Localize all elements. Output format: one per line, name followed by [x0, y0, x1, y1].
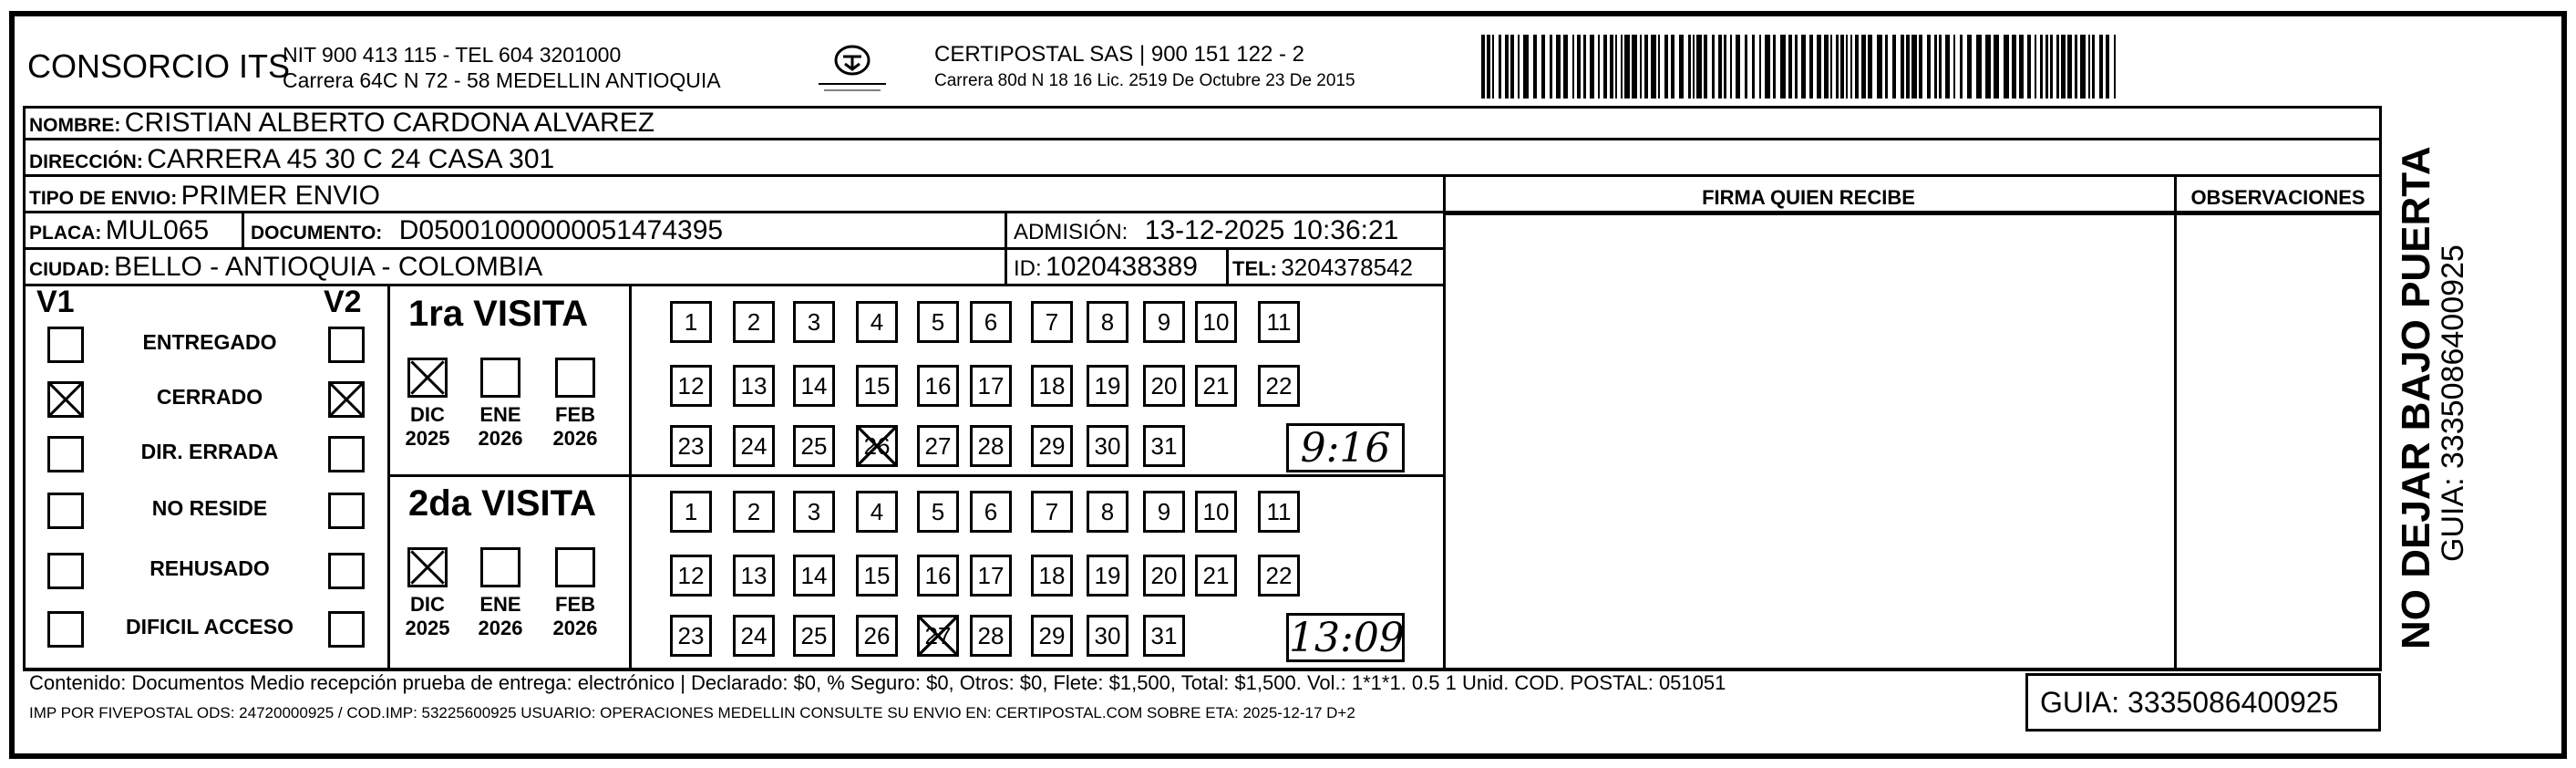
day-box: 11 [1258, 301, 1300, 343]
documento-label: DOCUMENTO: [251, 223, 383, 244]
month-name: ENE [479, 403, 521, 426]
day-box: 13 [733, 365, 775, 407]
day-box: 2 [733, 491, 775, 533]
day-box: 22 [1258, 365, 1300, 407]
day-box: 23 [670, 615, 712, 657]
documento-cell [251, 215, 723, 246]
day-box: 29 [1031, 425, 1073, 467]
day-box: 14 [793, 365, 835, 407]
ciudad-cell [29, 252, 542, 283]
day-box: 4 [856, 491, 898, 533]
day-box: 12 [670, 365, 712, 407]
day-box: 24 [733, 425, 775, 467]
company-address: Carrera 64C N 72 - 58 MEDELLIN ANTIOQUIA [283, 68, 721, 92]
day-box: 31 [1143, 615, 1185, 657]
day-box: 19 [1087, 555, 1128, 597]
placa-cell [29, 215, 209, 246]
day-box: 15 [856, 555, 898, 597]
day-box: 26 [856, 615, 898, 657]
month-year: 2026 [552, 617, 598, 639]
day-box: 7 [1031, 491, 1073, 533]
day-box: 21 [1195, 365, 1237, 407]
month-label [473, 593, 528, 640]
admision-value: 13-12-2025 10:36:21 [1144, 215, 1399, 245]
day-box: 20 [1143, 555, 1185, 597]
day-box: 11 [1258, 491, 1300, 533]
day-box: 13 [733, 555, 775, 597]
day-box: 8 [1087, 491, 1128, 533]
placa-label: PLACA: [29, 223, 102, 244]
tipo-value: PRIMER ENVIO [180, 181, 381, 211]
company-info [283, 42, 721, 93]
day-box: 28 [970, 425, 1012, 467]
status-divider [387, 286, 390, 671]
month-label [473, 403, 528, 451]
day-box: 8 [1087, 301, 1128, 343]
month-label [400, 593, 455, 640]
no-dejar-warning: NO DEJAR BAJO PUERTA [2394, 146, 2438, 649]
status-label: REHUSADO [149, 556, 270, 580]
day-box: 27 [917, 425, 959, 467]
column-divider [1443, 177, 1446, 671]
day-box: 10 [1195, 491, 1237, 533]
direccion-label: DIRECCIÓN: [29, 151, 143, 172]
day-box: 18 [1031, 555, 1073, 597]
day-box: 16 [917, 555, 959, 597]
month-year: 2025 [405, 617, 450, 639]
month-label [548, 403, 603, 451]
month-checkbox [480, 358, 520, 398]
barcode [1481, 35, 2201, 99]
tipo-label: TIPO DE ENVIO: [29, 188, 178, 209]
nombre-label: NOMBRE: [29, 115, 121, 136]
status-label: ENTREGADO [142, 330, 277, 354]
day-box: 18 [1031, 365, 1073, 407]
month-name: ENE [479, 593, 521, 616]
day-box: 9 [1143, 491, 1185, 533]
certipostal-address: Carrera 80d N 18 16 Lic. 2519 De Octubre 23 De 2015 [934, 71, 1355, 90]
status-label: CERRADO [156, 385, 263, 409]
cell-divider [1226, 250, 1229, 286]
visit-time: 9:16 [1286, 423, 1405, 472]
month-checkbox [480, 547, 520, 587]
direccion-value: CARRERA 45 30 C 24 CASA 301 [147, 144, 555, 174]
day-box: 23 [670, 425, 712, 467]
day-box: 3 [793, 301, 835, 343]
day-box: 14 [793, 555, 835, 597]
observaciones-header: OBSERVACIONES [2190, 186, 2365, 209]
company-nit: NIT 900 413 115 - TEL 604 3201000 [283, 43, 622, 67]
month-checkbox [555, 358, 595, 398]
month-year: 2026 [552, 427, 598, 450]
nombre-value: CRISTIAN ALBERTO CARDONA ALVAREZ [124, 108, 655, 138]
day-box: 1 [670, 491, 712, 533]
id-cell [1014, 252, 1198, 283]
status-label: DIR. ERRADA [140, 440, 279, 463]
column-divider [2174, 177, 2177, 671]
day-box: 3 [793, 491, 835, 533]
month-name: FEB [555, 593, 595, 616]
day-box: 12 [670, 555, 712, 597]
day-box: 10 [1195, 301, 1237, 343]
day-box: 9 [1143, 301, 1185, 343]
ciudad-label: CIUDAD: [29, 259, 110, 280]
footer-content: Contenido: Documentos Medio recepción prueba de entrega: electrónico | Declarado: $0, % Seguro: $0, Otros: $0, Flete: $1,500, Total: $1,500. Vol.: 1*1*1. 0.5 1 Unid. COD. POSTAL: 051051 [29, 671, 1726, 694]
nombre-row [29, 108, 654, 139]
day-box: 1 [670, 301, 712, 343]
day-box: 17 [970, 555, 1012, 597]
day-box: 5 [917, 301, 959, 343]
cell-divider [242, 213, 244, 250]
documento-value: D05001000000051474395 [398, 215, 724, 245]
day-box: 5 [917, 491, 959, 533]
ciudad-value: BELLO - ANTIOQUIA - COLOMBIA [114, 252, 543, 282]
day-box: 27 [917, 615, 959, 657]
month-name: FEB [555, 403, 595, 426]
day-box: 21 [1195, 555, 1237, 597]
day-box: 2 [733, 301, 775, 343]
day-box: 16 [917, 365, 959, 407]
firma-header: FIRMA QUIEN RECIBE [1702, 186, 1915, 209]
day-box: 20 [1143, 365, 1185, 407]
day-box: 15 [856, 365, 898, 407]
day-box: 25 [793, 425, 835, 467]
tel-cell [1232, 254, 1413, 282]
day-box: 29 [1031, 615, 1073, 657]
status-label: DIFICIL ACCESO [125, 615, 294, 638]
v1-header: V1 [36, 285, 75, 319]
certipostal-logo [811, 40, 893, 95]
day-box: 30 [1087, 425, 1128, 467]
month-checkbox [407, 547, 448, 587]
month-year: 2025 [405, 427, 450, 450]
side-guia-number: GUIA: 3335086400925 [2436, 244, 2470, 562]
placa-value: MUL065 [105, 215, 210, 245]
direccion-row [29, 144, 554, 175]
day-box: 30 [1087, 615, 1128, 657]
company-name: CONSORCIO ITS [27, 47, 291, 85]
day-box: 22 [1258, 555, 1300, 597]
day-box: 19 [1087, 365, 1128, 407]
month-label [548, 593, 603, 640]
month-name: DIC [410, 403, 445, 426]
tel-value: 3204378542 [1281, 254, 1413, 281]
day-box: 7 [1031, 301, 1073, 343]
day-box: 31 [1143, 425, 1185, 467]
guia-number: GUIA: 3335086400925 [2040, 686, 2339, 719]
day-box: 28 [970, 615, 1012, 657]
certipostal-info: CERTIPOSTAL SAS | 900 151 122 - 2 [934, 42, 1304, 67]
id-value: 1020438389 [1046, 252, 1198, 282]
id-label: ID: [1014, 256, 1042, 281]
footer-divider [23, 668, 2382, 670]
month-checkbox [555, 547, 595, 587]
day-box: 4 [856, 301, 898, 343]
tel-label: TEL: [1232, 257, 1277, 280]
day-box: 6 [970, 491, 1012, 533]
visit-divider [629, 286, 632, 671]
v2-header: V2 [324, 285, 362, 319]
month-year: 2026 [478, 427, 523, 450]
status-label: NO RESIDE [151, 496, 268, 520]
month-checkbox [407, 358, 448, 398]
tipo-row [29, 181, 380, 212]
month-name: DIC [410, 593, 445, 616]
day-box: 25 [793, 615, 835, 657]
admision-cell [1014, 215, 1398, 246]
day-box: 6 [970, 301, 1012, 343]
visit-title: 2da VISITA [408, 483, 596, 524]
month-year: 2026 [478, 617, 523, 639]
day-box: 26 [856, 425, 898, 467]
day-box: 24 [733, 615, 775, 657]
admision-label: ADMISIÓN: [1014, 220, 1128, 244]
visit-row-divider [387, 474, 1443, 477]
month-label [400, 403, 455, 451]
day-box: 17 [970, 365, 1012, 407]
visit-time: 13:09 [1286, 613, 1405, 662]
footer-print-info: IMP POR FIVEPOSTAL ODS: 24720000925 / COD.IMP: 53225600925 USUARIO: OPERACIONES MEDELLIN CONSULTE SU ENVIO EN: CERTIPOSTAL.COM SOBRE ETA: 2025-12-17 D+2 [29, 704, 1355, 721]
header-divider [1443, 213, 2382, 215]
visit-title: 1ra VISITA [408, 294, 589, 334]
